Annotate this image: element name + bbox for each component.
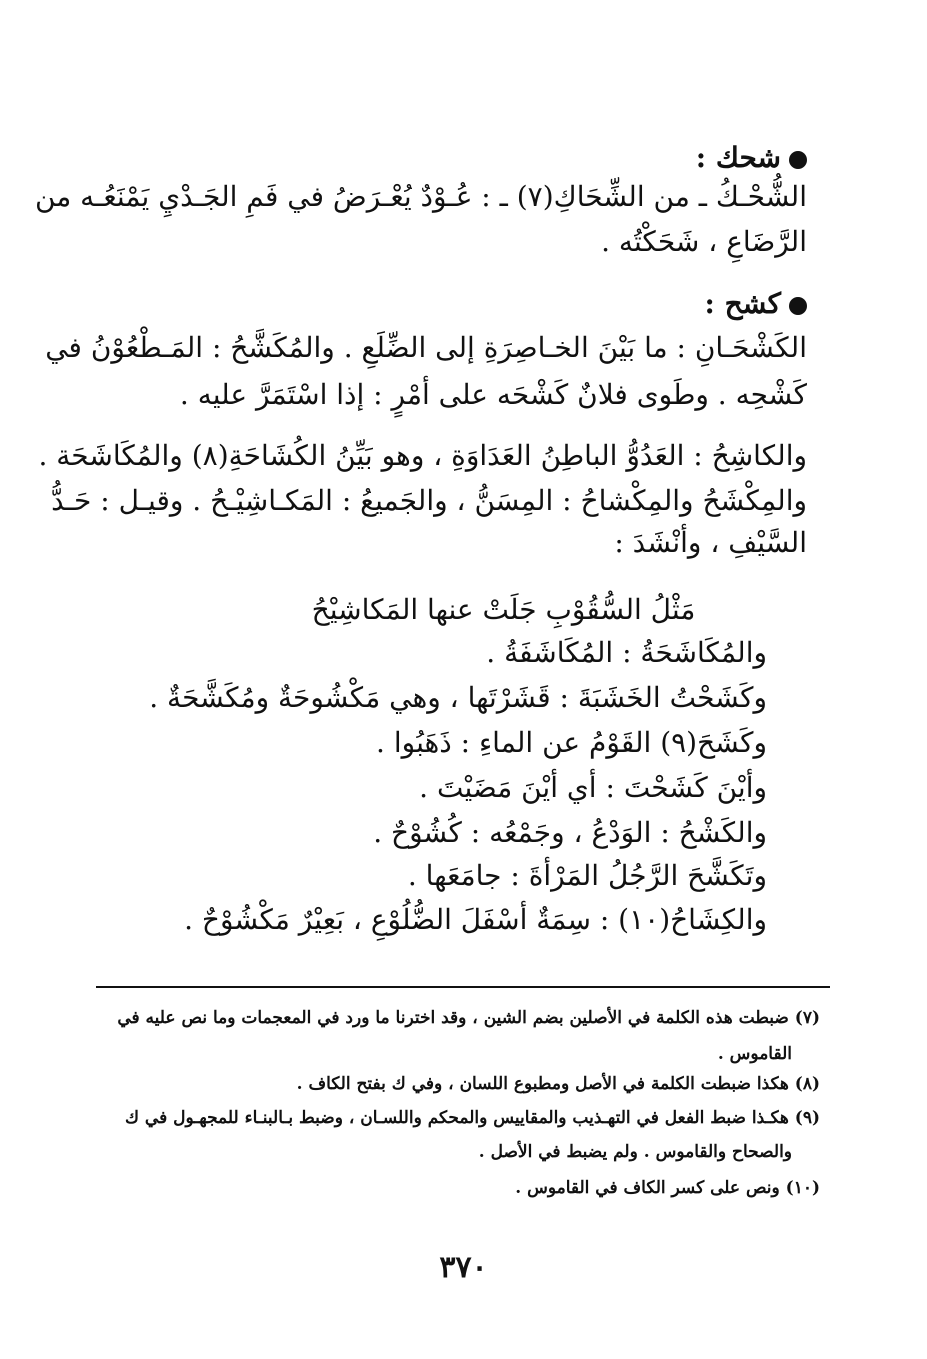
- heading-text: شحك :: [695, 141, 781, 174]
- entry-line: والكِشَاحُ(١٠) : سِمَةٌ أسْفَلَ الضُّلُوْعِ ، بَعِيْرٌ مَكْشُوْحٌ .: [184, 903, 767, 936]
- entry-line: والمِكْشَحُ والمِكْشاحُ : المِسَنُّ ، والجَميعُ : المَكـاشِيْـحُ . وقيـل : حَـدُّ: [51, 484, 807, 517]
- entry-heading-shhk: [90, 138, 807, 178]
- bullet-icon: [789, 297, 807, 315]
- entry-line: كَشْحِه . وطَوى فلانٌ كَشْحَه على أمْرٍ : إذا اسْتَمَرَّ عليه .: [179, 378, 807, 411]
- footnote-10: (١٠) ونص على كسر الكاف في القاموس .: [515, 1178, 820, 1198]
- entry-line: السَّيْفِ ، وأنْشَدَ :: [614, 526, 807, 559]
- heading-text: كشح :: [704, 287, 781, 320]
- entry-line: والمُكَاشَحَةُ : المُكَاشَفَةُ .: [486, 636, 767, 669]
- verse-line: مَثْلُ السُّقُوْبِ جَلَتْ عنها المَكاشِيْحُ: [311, 593, 696, 626]
- entry-line: والكاشِحُ : العَدُوُّ الباطِنُ العَدَاوَةِ ، وهو بَيِّنُ الكُشَاحَةِ(٨) والمُكَاشَحَة .: [38, 439, 807, 472]
- entry-line: وكَشَحْتُ الخَشَبَةَ : قَشَرْتَها ، وهي مَكْشُوحَةٌ ومُكَشَّحَةٌ .: [149, 681, 767, 714]
- entry-line: الشُّحْـكُ ـ من الشِّحَاكِ(٧) ـ : عُـوْدٌ يُعْـرَضُ في فَمِ الجَـدْيِ يَمْنَعُـه من: [34, 180, 807, 213]
- entry-line: وأيْنَ كَشَحْتَ : أي أيْنَ مَضَيْتَ .: [419, 771, 767, 804]
- footnote-8: (٨) هكذا ضبطت الكلمة في الأصل ومطبوع اللسان ، وفي ك بفتح الكاف .: [296, 1074, 820, 1094]
- footnote-7: (٧) ضبطت هذه الكلمة في الأصلين بضم الشين ، وقد اخترنا ما ورد في المعجمات وما نص عليه في: [117, 1008, 820, 1028]
- entry-line: الرَّضَاعِ ، شَحَكْتُه .: [601, 225, 807, 258]
- entry-line: والكَشْحُ : الوَدْعُ ، وجَمْعُه : كُشُوْحٌ .: [373, 816, 767, 849]
- footnote-9-cont: والصحاح والقاموس . ولم يضبط في الأصل .: [478, 1142, 792, 1162]
- footnote-divider: [96, 986, 830, 988]
- entry-line: وتَكَشَّحَ الرَّجُلُ المَرْأةَ : جامَعَها .: [407, 859, 767, 892]
- entry-line: الكَشْحَـانِ : ما بَيْنَ الخـاصِرَةِ إلى الضِّلَعِ . والمُكَشَّحُ : المَـطْعُوْنُ في: [45, 331, 807, 364]
- entry-line: وكَشَحَ(٩) القَوْمُ عن الماءِ : ذَهَبُوا .: [376, 726, 767, 759]
- entry-heading-kshh: [90, 284, 807, 324]
- footnote-9: (٩) هكـذا ضبط الفعل في التهـذيب والمقاييس والمحكم واللسـان ، وضبط بـالبنـاء للمجهـول في ك: [124, 1108, 820, 1128]
- bullet-icon: [789, 151, 807, 169]
- footnote-7-cont: القاموس .: [717, 1044, 792, 1064]
- page-number: ٣٧٠: [439, 1250, 488, 1285]
